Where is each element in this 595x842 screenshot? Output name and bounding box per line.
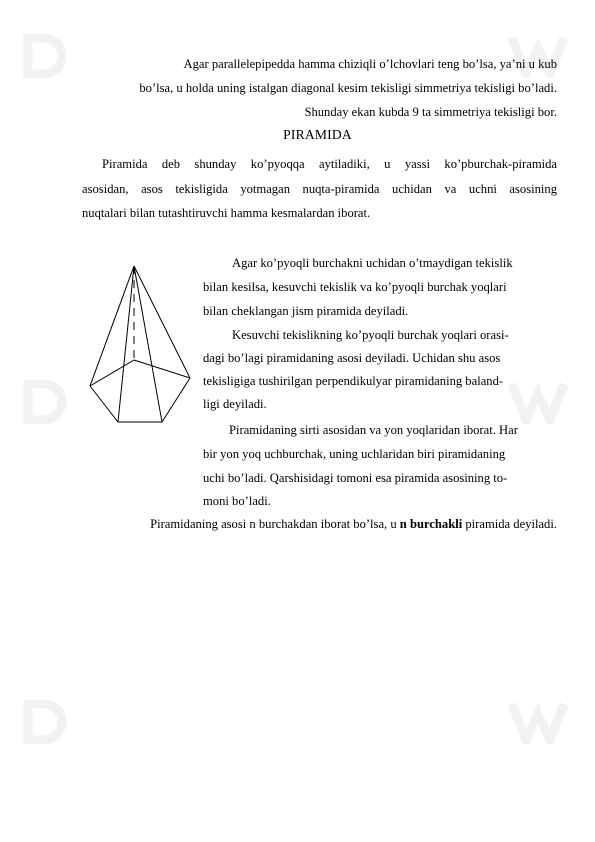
watermark-mid-right <box>508 380 578 424</box>
pyramid-edge <box>118 266 134 422</box>
last-line <box>150 516 557 532</box>
pyramid-base-front <box>90 378 190 422</box>
intro-line-2: bo’lsa, u holda uning istalgan diagonal kesim tekisligi simmetriya tekisligi bo’ladi. <box>139 81 557 95</box>
side-p2-line-3: tekisligiga tushirilgan perpendikulyar piramidaning baland- <box>203 374 504 388</box>
side-p3-line-2: bir yon yoq uchburchak, uning uchlaridan biri piramidaning <box>203 447 506 461</box>
pyramid-edge <box>134 266 190 378</box>
definition-line-1: Piramida deb shunday ko’pyoqqa aytiladiki, u yassi ko’pburchak-piramida <box>102 157 557 171</box>
side-p3-line-3: uchi bo’ladi. Qarshisidagi tomoni esa piramida asosining to- <box>203 471 508 485</box>
watermark-top-left <box>22 34 82 78</box>
last-line-before: Piramidaning asosi n burchakdan iborat bo’lsa, u <box>150 517 400 531</box>
intro-line-3: Shunday ekan kubda 9 ta simmetriya tekisligi bor. <box>304 105 557 119</box>
definition-line-2: asosidan, asos tekisligida yotmagan nuqta-piramida uchidan va uchni asosining <box>82 182 557 196</box>
pyramid-base-back <box>134 360 190 378</box>
side-p1-line-1: Agar ko’pyoqli burchakni uchidan o’tmaydigan tekislik <box>232 256 513 270</box>
section-heading: PIRAMIDA <box>283 127 352 142</box>
side-p1-line-2: bilan kesilsa, kesuvchi tekislik va ko’pyoqli burchak yoqlari <box>203 280 507 294</box>
definition-line-3: nuqtalari bilan tutashtiruvchi hamma kesmalardan iborat. <box>82 206 371 220</box>
watermark-lower-left <box>22 700 82 744</box>
last-line-after: piramida deyiladi. <box>462 517 557 531</box>
watermark-lower-right <box>508 700 578 744</box>
side-p1-line-3: bilan cheklangan jism piramida deyiladi. <box>203 304 409 318</box>
side-p2-line-2: dagi bo’lagi piramidaning asosi deyiladi. Uchidan shu asos <box>203 351 501 365</box>
side-p2-line-1: Kesuvchi tekislikning ko’pyoqli burchak yoqlari orasi- <box>232 328 509 342</box>
side-p2-line-4: ligi deyiladi. <box>203 397 267 411</box>
last-line-bold: n burchakli <box>399 517 463 531</box>
pyramid-base-back <box>90 360 134 386</box>
watermark-mid-left <box>22 380 82 424</box>
side-p3-line-1: Piramidaning sirti asosidan va yon yoqlaridan iborat. Har <box>229 423 518 437</box>
side-p3-line-4: moni bo’ladi. <box>203 494 271 508</box>
intro-line-1: Agar parallelepipedda hamma chiziqli o’lchovlari teng bo’lsa, ya’ni u kub <box>183 57 557 71</box>
pyramid-edge <box>134 266 162 422</box>
